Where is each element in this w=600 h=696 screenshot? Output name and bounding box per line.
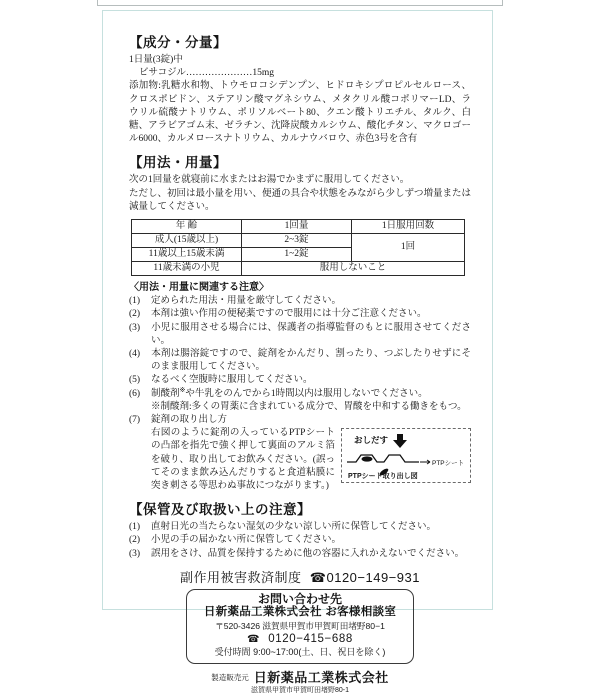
dosage-intro-2: ただし、初回は最小量を用い、便通の具合や状態をみながら少しずつ増量または減量してください。 (129, 188, 472, 212)
contact-title: お問い合わせ先 (257, 592, 342, 607)
section-dosage (129, 155, 471, 493)
note-7-text: 右図のように錠剤の入っているPTPシートの凸部を指先で強く押して裏面のアルミ箔を破り、取り出してお飲みください。(誤ってそのまま飲み込んだりすると食道粘膜に突き刺さる等思わぬ事故につながります。) (151, 428, 335, 492)
dosage-note-1 (129, 295, 471, 308)
dosage-intro-1: 次の1回量を就寝前に水またはお湯でかまずに服用してください。 (129, 175, 410, 186)
ptp-push-label: おしだす (354, 435, 389, 446)
pointer-arrow-icon (420, 460, 430, 464)
ptp-sheet-label: PTPシート (432, 460, 465, 468)
dosage-note-3 (129, 322, 471, 348)
table-row-adult (132, 234, 465, 248)
note-number: (5) (129, 375, 141, 386)
contact-address: 〒520-3426 滋賀県甲賀市甲賀町田堵野80−1 (215, 621, 385, 632)
note-text: 本剤は強い作用の便秘薬ですので服用には十分ご注意ください。 (151, 309, 427, 320)
contact-phone-line (191, 633, 409, 646)
manufacturer-block (129, 672, 471, 696)
storage-item-3 (129, 548, 471, 561)
note-text-pre: 制酸剤 (151, 388, 180, 399)
leaflet-content (103, 11, 492, 696)
phone-icon: ☎ (309, 569, 327, 585)
contact-company: 日新薬品工業株式会社 お客様相談室 (203, 606, 397, 619)
cell-frequency: 1回 (352, 234, 465, 262)
note-text: 直射日光の当たらない湿気の少ない涼しい所に保管してください。 (151, 522, 437, 533)
header-age: 年 齢 (132, 220, 242, 234)
note-number: (1) (129, 522, 141, 533)
header-amount: 1回量 (242, 220, 352, 234)
relief-phone-number: 0120−149−931 (326, 569, 420, 585)
note-number: (7) (129, 415, 141, 426)
contact-box (186, 589, 414, 664)
additives-paragraph: 添加物:乳糖水和物、トウモロコシデンプン、ヒドロキシプロピルセルロース、クロスポビドン、ステアリン酸マグネシウム、メタクリル酸コポリマーLD、ラウリル硫酸ナトリウム、ポリソルベート80、クエン酸トリエチル、タルク、白糖、アラビアゴム末、ゼラチン、沈降炭酸カルシウム、酸化チタン、マクロゴール6000、カルメロースナトリウム、カルナウバロウ、赤色3号を含有 (129, 81, 471, 145)
dosage-note-2 (129, 308, 471, 321)
previous-box-remnant (97, 0, 503, 6)
press-down-arrow-icon (393, 434, 407, 448)
storage-item-2 (129, 534, 471, 547)
note-text: 誤用をさけ、品質を保持するために他の容器に入れかえないでください。 (151, 548, 465, 559)
ptp-sheet-outline (347, 455, 419, 462)
note-text: 本剤は腸溶錠ですので、錠剤をかんだり、割ったり、つぶしたりせずにそのまま服用してください。 (151, 349, 471, 373)
dosage-heading: 【用法・用量】 (129, 155, 227, 171)
phone-icon: ☎ (247, 634, 261, 646)
note-text: 定められた用法・用量を厳守してください。 (151, 296, 342, 307)
leaflet-frame (102, 10, 493, 695)
dosage-note-7 (129, 414, 471, 427)
note-number: (1) (129, 296, 141, 307)
section-storage (129, 502, 471, 561)
note-number: (2) (129, 309, 141, 320)
manufacturer-label: 製造販売元 (211, 673, 249, 683)
relief-system-line (129, 571, 471, 584)
header-frequency: 1日服用回数 (352, 220, 465, 234)
dosage-note-4 (129, 348, 471, 374)
cell-adult-amount: 2~3錠 (242, 234, 352, 248)
storage-item-1 (129, 521, 471, 534)
ingredient-line: ビサコジル…………………15mg (139, 68, 275, 79)
dosage-note-7-body (129, 427, 471, 493)
relief-label: 副作用被害救済制度 (180, 569, 302, 585)
dosage-note-6-footnote: ※制酸剤:多くの胃薬に含まれている成分で、胃酸を中和する働きをもつ。 (151, 401, 467, 412)
cell-adult-age: 成人(15歳以上) (132, 234, 242, 248)
dosage-table (131, 219, 465, 276)
cell-under11-note: 服用しないこと (242, 262, 465, 276)
note-text-post: や牛乳をのんでから1時間以内は服用しないでください。 (185, 388, 428, 399)
note-text: なるべく空腹時に服用してください。 (151, 375, 313, 386)
cell-11to15-amount: 1~2錠 (242, 248, 352, 262)
table-row-under11 (132, 262, 465, 276)
dosage-notes-heading: 〈用法・用量に関連する注意〉 (129, 282, 269, 294)
ptp-diagram-drawing (342, 429, 470, 481)
note-text: 小児に服用させる場合には、保護者の指導監督のもとに服用させてください。 (151, 322, 471, 346)
ptp-caption: PTPシート取り出し図 (348, 473, 418, 481)
note-title: 錠剤の取り出し方 (151, 415, 228, 426)
note-number: (3) (129, 548, 141, 559)
note-number: (6) (129, 388, 141, 399)
composition-heading: 【成分・分量】 (129, 35, 227, 50)
cell-11to15-age: 11歳以上15歳未満 (132, 248, 242, 262)
contact-hours: 受付時間 9:00~17:00(土、日、祝日を除く) (214, 647, 386, 658)
manufacturer-address: 滋賀県甲賀市甲賀町田堵野80-1 (250, 687, 349, 695)
daily-amount-line: 1日量(3錠)中 (129, 55, 183, 65)
cell-under11-age: 11歳未満の小児 (132, 262, 242, 276)
note-number: (4) (129, 349, 141, 360)
dosage-note-6 (129, 385, 471, 401)
tablet-in-sheet (362, 457, 373, 462)
table-header-row (132, 220, 465, 234)
manufacturer-company: 日新薬品工業株式会社 (253, 670, 389, 686)
note-number: (2) (129, 535, 141, 546)
note-text: 小児の手の届かない所に保管してください。 (151, 535, 342, 546)
storage-heading: 【保管及び取扱い上の注意】 (129, 502, 311, 518)
ptp-diagram (341, 428, 471, 483)
note-number: (3) (129, 322, 141, 333)
contact-phone-number: 0120−415−688 (268, 633, 353, 646)
section-composition (129, 35, 471, 146)
reference-mark: ※ (179, 385, 186, 394)
